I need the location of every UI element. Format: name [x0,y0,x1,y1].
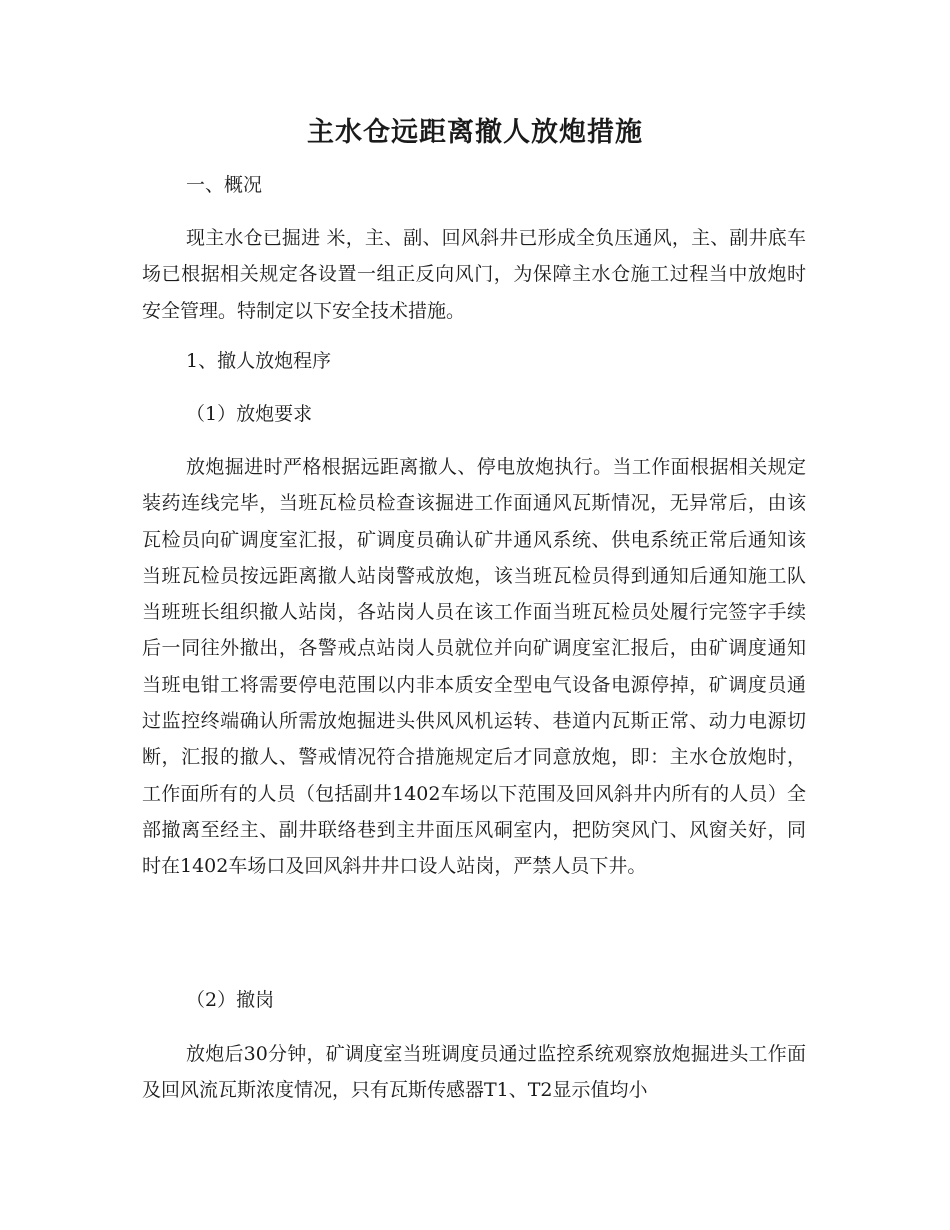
subsection-heading-procedure: 1、撤人放炮程序 [186,350,332,372]
paragraph-withdraw-posts: 放炮后30分钟，矿调度室当班调度员通过监控系统观察放炮掘进头工作面及回风流瓦斯浓度情况，只有瓦斯传感器T1、T2显示值均小 [142,1043,806,1102]
paragraph-requirements: 放炮掘进时严格根据远距离撤人、停电放炮执行。当工作面根据相关规定装药连线完毕，当班瓦检员检查该掘进工作面通风瓦斯情况，无异常后，由该瓦检员向矿调度室汇报，矿调度员确认矿井通风系统、供电系统正常后通知该当班瓦检员按远距离撤人站岗警戒放炮，该当班瓦检员得到通知后通知施工队当班班长组织撤人站岗，各站岗人员在该工作面当班瓦检员处履行完签字手续后一同往外撤出，各警戒点站岗人员就位并向矿调度室汇报后，由矿调度通知当班电钳工将需要停电范围以内非本质安全型电气设备电源停掉，矿调度员通过监控终端确认所需放炮掘进头供风风机运转、巷道内瓦斯正常、动力电源切断，汇报的撤人、警戒情况符合措施规定后才同意放炮，即：主水仓放炮时，工作面所有的人员（包括副井1402车场以下范围及回风斜井内所有的人员）全部撤离至经主、副井联络巷到主井面压风硐室内，把防突风门、风窗关好，同时在1402车场口及回风斜井井口设人站岗，严禁人员下井。 [142,456,806,878]
subsection-heading-withdraw-posts: （2）撤岗 [186,989,275,1011]
document-title: 主水仓远距离撤人放炮措施 [307,117,643,148]
paragraph-overview: 现主水仓已掘进 米，主、副、回风斜井已形成全负压通风，主、副井底车场已根据相关规定各设置一组正反向风门，为保障主水仓施工过程当中放炮时安全管理。特制定以下安全技术措施。 [142,227,806,322]
section-heading-overview: 一、概况 [186,174,263,196]
subsection-heading-requirements: （1）放炮要求 [186,403,313,425]
